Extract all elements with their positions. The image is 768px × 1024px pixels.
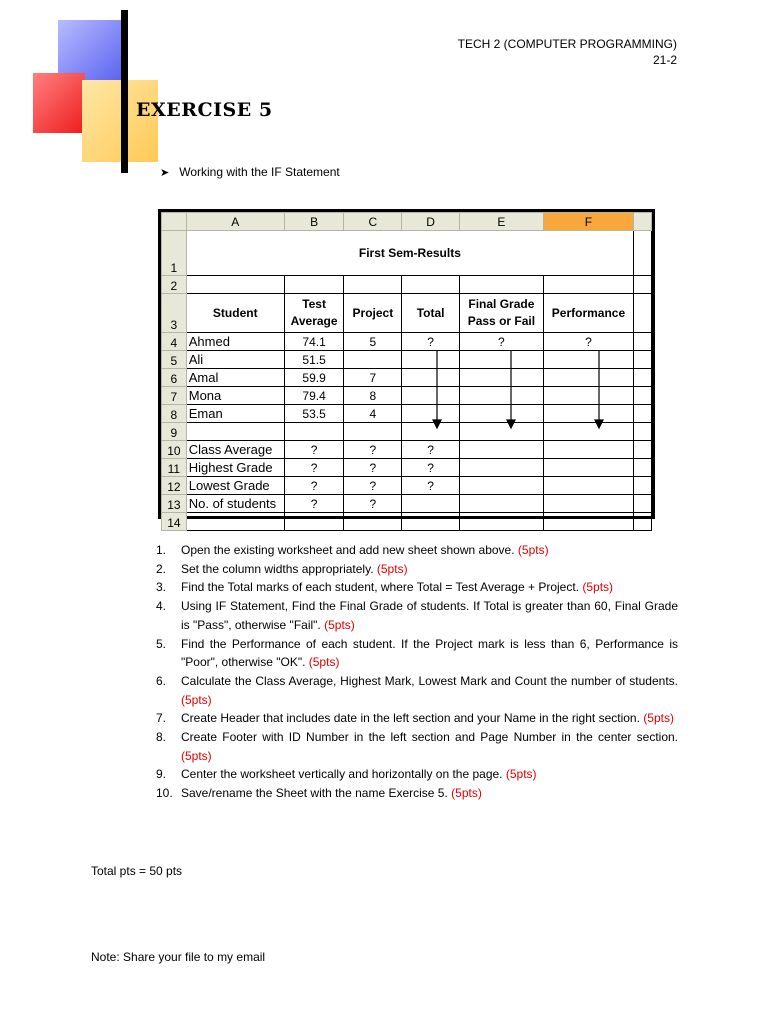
row-number: 10 [162, 441, 187, 459]
note-text: Note: Share your file to my email [91, 950, 266, 964]
row-number: 4 [162, 333, 187, 351]
list-item [156, 635, 678, 672]
cell-empty [634, 276, 652, 294]
student-name: Amal [186, 369, 284, 387]
item-text [181, 728, 678, 765]
item-number: 6. [156, 673, 167, 688]
cell-empty [634, 333, 652, 351]
item-text [181, 672, 678, 709]
item-number: 1. [156, 543, 167, 557]
total-mark: ? [402, 333, 459, 351]
cell-empty [459, 477, 543, 495]
student-row [162, 369, 652, 387]
course-title: TECH 2 (COMPUTER PROGRAMMING) [457, 37, 677, 51]
stat-d [402, 495, 459, 513]
header-project: Project [344, 294, 402, 333]
row-number: 14 [162, 513, 187, 531]
cell-empty [634, 459, 652, 477]
student-row [162, 333, 652, 351]
performance [543, 369, 633, 387]
student-name: Eman [186, 405, 284, 423]
cell-empty [543, 459, 633, 477]
section-code: 21-2 [652, 53, 677, 67]
col-header-extra [634, 213, 652, 231]
cell-empty [634, 387, 652, 405]
stat-c: ? [344, 441, 402, 459]
decorative-yellow-square [82, 80, 158, 162]
cell-empty [634, 423, 652, 441]
cell-empty [459, 495, 543, 513]
list-item [156, 597, 678, 634]
cell-empty [459, 276, 543, 294]
cell-empty [543, 513, 633, 531]
row-number: 2 [162, 276, 187, 294]
item-body: Calculate the Class Average, Highest Mark, Lowest Mark and Count the number of students. [181, 673, 678, 688]
sheet-header-row [162, 294, 652, 333]
header-student: Student [186, 294, 284, 333]
test-average: 79.4 [284, 387, 344, 405]
cell-empty [543, 423, 633, 441]
list-item [156, 709, 678, 728]
decorative-red-square [33, 73, 85, 133]
item-points: (5pts) [505, 767, 537, 782]
header-total: Total [402, 294, 459, 333]
cell-empty [543, 477, 633, 495]
total-mark [402, 387, 459, 405]
item-text [181, 597, 678, 634]
list-item [156, 560, 678, 579]
list-item [156, 672, 678, 709]
row-number: 8 [162, 405, 187, 423]
performance: ? [543, 333, 633, 351]
list-item [156, 728, 678, 765]
item-points: (5pts) [181, 748, 212, 763]
stat-label: Class Average [186, 441, 284, 459]
stat-d: ? [402, 441, 459, 459]
stats-row [162, 441, 652, 459]
item-body: Open the existing worksheet and add new sheet shown above. [181, 543, 515, 557]
performance [543, 405, 633, 423]
item-text [181, 709, 678, 728]
cell-empty [634, 477, 652, 495]
list-item [156, 541, 678, 560]
arrow-bullet-icon: ➤ [160, 167, 170, 179]
list-item [156, 765, 678, 784]
test-average: 53.5 [284, 405, 344, 423]
item-number: 3. [156, 580, 167, 595]
item-text [181, 541, 678, 560]
item-body: Find the Total marks of each student, where Total = Test Average + Project. [181, 580, 580, 595]
row-number: 13 [162, 495, 187, 513]
item-points: (5pts) [308, 655, 340, 670]
item-points: (5pts) [376, 561, 408, 576]
item-text [181, 765, 678, 784]
student-row [162, 405, 652, 423]
exercise-title: EXERCISE 5 [136, 99, 273, 121]
topic-text: Working with the IF Statement [179, 165, 340, 179]
cell-empty [543, 441, 633, 459]
sheet-title: First Sem-Results [186, 231, 633, 276]
stat-label: Lowest Grade [186, 477, 284, 495]
stats-row [162, 495, 652, 513]
item-body: Create Header that includes date in the left section and your Name in the right section. [181, 711, 640, 726]
col-header-e: E [459, 213, 543, 231]
item-number: 5. [156, 636, 167, 651]
cell-empty [186, 513, 284, 531]
stat-b: ? [284, 441, 344, 459]
item-body: Find the Performance of each student. If the Project mark is less than 6, Performance is "Poor", otherwise "OK". [181, 636, 678, 670]
project-mark: 8 [344, 387, 402, 405]
row-number: 6 [162, 369, 187, 387]
cell-empty [634, 441, 652, 459]
decorative-vertical-bar [121, 10, 128, 173]
col-header-f: F [543, 213, 633, 231]
sheet-row-2 [162, 276, 652, 294]
item-text [181, 635, 678, 672]
cell-empty [284, 276, 344, 294]
test-average: 51.5 [284, 351, 344, 369]
col-header-b: B [284, 213, 344, 231]
row-number: 11 [162, 459, 187, 477]
document-header [458, 36, 677, 68]
item-points: (5pts) [582, 580, 614, 595]
stat-d: ? [402, 477, 459, 495]
cell-empty [186, 276, 284, 294]
cell-empty [402, 276, 459, 294]
row-number: 3 [162, 294, 187, 333]
cell-empty [459, 513, 543, 531]
item-number: 2. [156, 561, 167, 576]
cell-empty [634, 369, 652, 387]
instructions-list [156, 541, 678, 803]
performance [543, 351, 633, 369]
spreadsheet-table [161, 212, 652, 531]
row-number: 9 [162, 423, 187, 441]
cell-empty [344, 513, 402, 531]
header-test-average [284, 294, 344, 333]
item-text [181, 578, 678, 597]
final-grade [459, 387, 543, 405]
item-number: 9. [156, 767, 167, 782]
project-mark: 7 [344, 369, 402, 387]
row-number: 1 [162, 231, 187, 276]
stat-label: No. of students [186, 495, 284, 513]
project-mark: 4 [344, 405, 402, 423]
cell-empty [634, 405, 652, 423]
performance [543, 387, 633, 405]
spreadsheet-image [158, 209, 655, 530]
stat-c: ? [344, 495, 402, 513]
item-number: 8. [156, 730, 167, 745]
student-name: Mona [186, 387, 284, 405]
column-header-row [162, 213, 652, 231]
stat-b: ? [284, 495, 344, 513]
final-grade [459, 405, 543, 423]
cell-empty [634, 495, 652, 513]
row-number: 5 [162, 351, 187, 369]
cell-empty [284, 423, 344, 441]
test-average: 74.1 [284, 333, 344, 351]
item-body: Using IF Statement, Find the Final Grade of students. If Total is greater than 60, Final Grade is "Pass", otherwise "Fail". [181, 599, 678, 632]
final-grade: ? [459, 333, 543, 351]
stat-b: ? [284, 459, 344, 477]
item-number: 4. [156, 599, 167, 614]
item-points: (5pts) [517, 543, 549, 557]
stat-c: ? [344, 459, 402, 477]
total-mark [402, 351, 459, 369]
cell-empty [634, 351, 652, 369]
item-body: Save/rename the Sheet with the name Exercise 5. [181, 786, 448, 801]
header-test-l2: Average [290, 314, 338, 328]
stats-row [162, 459, 652, 477]
cell-empty [344, 276, 402, 294]
total-mark [402, 369, 459, 387]
item-points: (5pts) [451, 786, 482, 801]
item-points: (5pts) [324, 617, 355, 632]
project-mark [344, 351, 402, 369]
sheet-row-14 [162, 513, 652, 531]
cell-empty [543, 495, 633, 513]
sheet-row-1 [162, 231, 652, 276]
test-average: 59.9 [284, 369, 344, 387]
header-test-l1: Test [302, 297, 326, 311]
item-text [181, 784, 678, 803]
cell-empty [634, 231, 652, 276]
header-performance: Performance [543, 294, 633, 333]
student-name: Ali [186, 351, 284, 369]
cell-empty [459, 459, 543, 477]
item-body: Create Footer with ID Number in the left section and Page Number in the center section. [181, 730, 678, 745]
cell-empty [284, 513, 344, 531]
student-name: Ahmed [186, 333, 284, 351]
cell-empty [344, 423, 402, 441]
item-body: Set the column widths appropriately. [181, 561, 374, 576]
total-points: Total pts = 50 pts [91, 864, 183, 878]
stat-label: Highest Grade [186, 459, 284, 477]
header-final-l1: Final Grade [468, 297, 535, 311]
total-mark [402, 405, 459, 423]
cell-empty [634, 513, 652, 531]
student-row [162, 351, 652, 369]
student-row [162, 387, 652, 405]
final-grade [459, 369, 543, 387]
stat-d: ? [402, 459, 459, 477]
final-grade [459, 351, 543, 369]
corner-cell [162, 213, 187, 231]
cell-empty [402, 513, 459, 531]
list-item [156, 784, 678, 803]
header-final-l2: Pass or Fail [467, 314, 536, 328]
topic-bullet [160, 165, 340, 179]
col-header-c: C [344, 213, 402, 231]
col-header-d: D [402, 213, 459, 231]
cell-empty [459, 423, 543, 441]
header-final-grade [459, 294, 543, 333]
row-number: 12 [162, 477, 187, 495]
cell-empty [634, 294, 652, 333]
item-points: (5pts) [181, 692, 212, 707]
list-item [156, 578, 678, 597]
cell-empty [186, 423, 284, 441]
item-points: (5pts) [643, 711, 674, 726]
item-number: 10. [156, 786, 173, 801]
stat-c: ? [344, 477, 402, 495]
stat-b: ? [284, 477, 344, 495]
project-mark: 5 [344, 333, 402, 351]
sheet-row-9 [162, 423, 652, 441]
item-number: 7. [156, 711, 167, 726]
cell-empty [459, 441, 543, 459]
stats-row [162, 477, 652, 495]
item-text [181, 560, 678, 579]
item-body: Center the worksheet vertically and horizontally on the page. [181, 767, 503, 782]
row-number: 7 [162, 387, 187, 405]
cell-empty [543, 276, 633, 294]
cell-empty [402, 423, 459, 441]
col-header-a: A [186, 213, 284, 231]
